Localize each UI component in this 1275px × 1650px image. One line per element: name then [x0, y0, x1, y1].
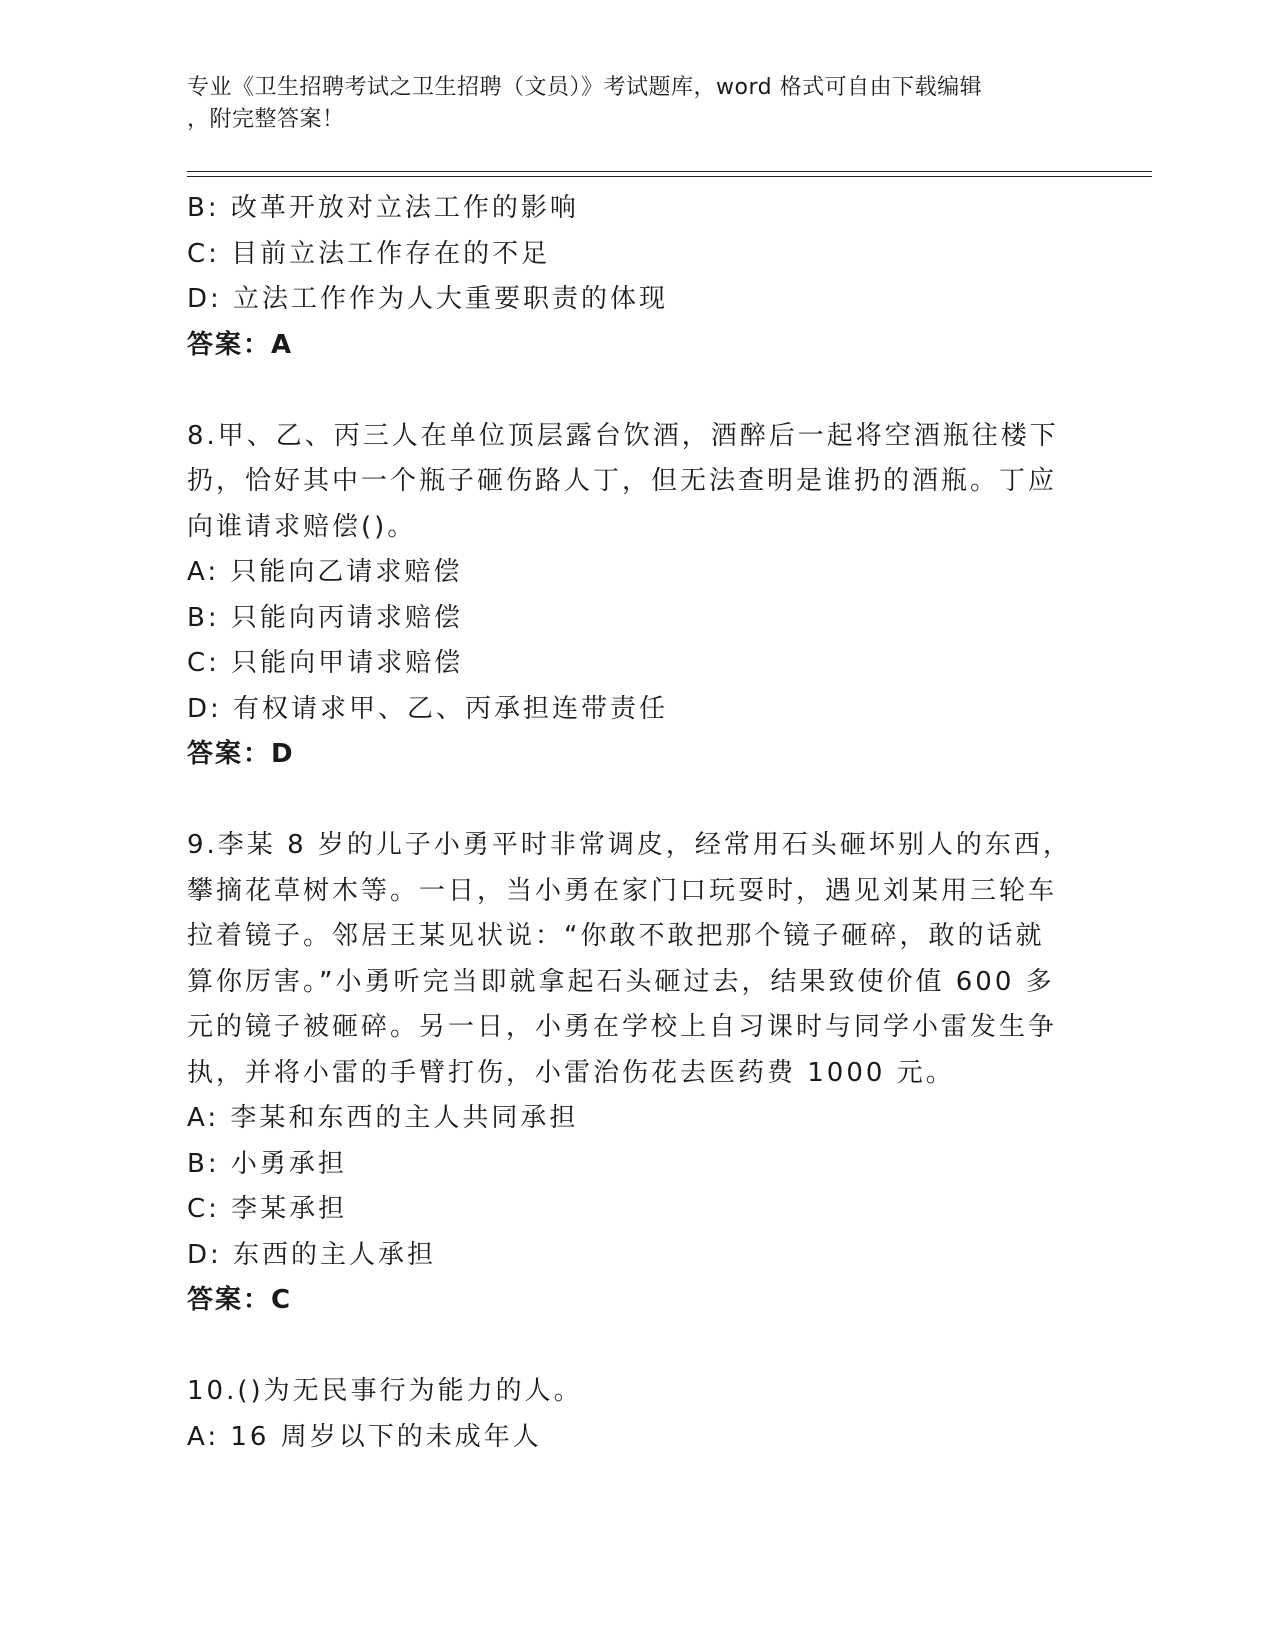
- spacer: [187, 778, 1067, 824]
- document-body: [187, 186, 1072, 1460]
- question-stem-line: 8.甲、乙、丙三人在单位顶层露台饮酒，酒醉后一起将空酒瓶往楼下: [187, 420, 1059, 451]
- question-9: [187, 823, 1072, 1324]
- question-stem-line: 向谁请求赔偿()。: [187, 511, 417, 542]
- option-b: B: 小勇承担: [187, 1148, 347, 1179]
- answer-label: 答案：A: [187, 329, 294, 360]
- answer-label: 答案：C: [187, 1285, 293, 1315]
- header-divider-bottom: [187, 176, 1152, 177]
- question-stem-line: 9.李某 8 岁的儿子小勇平时非常调皮，经常用石头砸坏别人的东西，: [187, 830, 1072, 860]
- question-stem-line: 攀摘花草树木等。一日，当小勇在家门口玩耍时，遇见刘某用三轮车: [187, 875, 1058, 906]
- question-stem-line: 元的镜子被砸碎。另一日，小勇在学校上自习课时与同学小雷发生争: [187, 1012, 1058, 1042]
- question-stem-line: 执，并将小雷的手臂打伤，小雷治伤花去医药费 1000 元。: [187, 1057, 955, 1088]
- question-stem-line: 扔，恰好其中一个瓶子砸伤路人丁，但无法查明是谁扔的酒瓶。丁应: [187, 466, 1058, 496]
- question-8: [187, 414, 1067, 778]
- option-c: C: 李某承担: [187, 1194, 348, 1224]
- header-line-2: ，附完整答案！: [187, 107, 345, 132]
- option-d: D: 东西的主人承担: [187, 1239, 437, 1270]
- header-line-1: 专业《卫生招聘考试之卫生招聘（文员）》考试题库，word 格式可自由下载编辑: [187, 75, 983, 100]
- page-header: [187, 72, 1087, 136]
- option-a: A: 16 周岁以下的未成年人: [187, 1421, 542, 1452]
- question-stem-line: 拉着镜子。邻居王某见状说：“你敢不敢把那个镜子砸碎，敢的话就: [187, 921, 1045, 951]
- option-d: D: 立法工作作为人大重要职责的体现: [187, 284, 669, 314]
- prev-question-block: [187, 186, 1067, 368]
- option-a: A: 李某和东西的主人共同承担: [187, 1103, 579, 1133]
- question-stem-line: 10.()为无民事行为能力的人。: [187, 1376, 583, 1406]
- option-b: B: 只能向丙请求赔偿: [187, 602, 463, 633]
- question-10: [187, 1369, 1067, 1460]
- answer-label: 答案：D: [187, 739, 295, 769]
- option-c: C: 只能向甲请求赔偿: [187, 648, 464, 678]
- option-d: D: 有权请求甲、乙、丙承担连带责任: [187, 693, 669, 724]
- option-b: B: 改革开放对立法工作的影响: [187, 193, 579, 223]
- spacer: [187, 1324, 1067, 1370]
- spacer: [187, 368, 1067, 414]
- option-a: A: 只能向乙请求赔偿: [187, 557, 463, 587]
- option-c: C: 目前立法工作存在的不足: [187, 238, 551, 269]
- header-divider-top: [187, 171, 1152, 172]
- question-stem-line: 算你厉害。”小勇听完当即就拿起石头砸过去，结果致使价值 600 多: [187, 966, 1055, 997]
